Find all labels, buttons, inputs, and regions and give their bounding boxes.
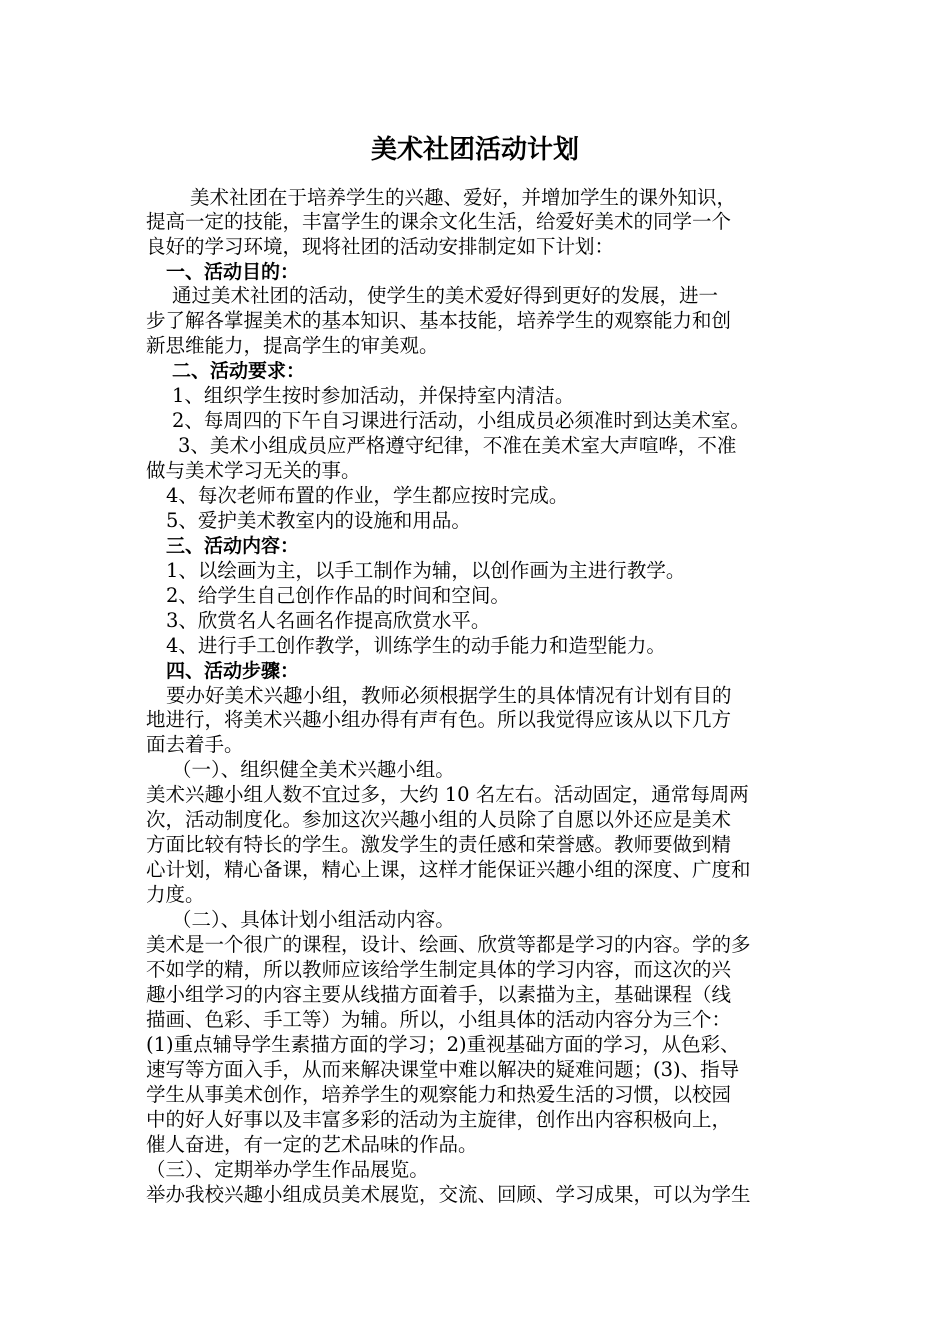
paragraph-line: 1、组织学生按时参加活动，并保持室内清洁。 bbox=[172, 384, 575, 407]
paragraph-line: 美术是一个很广的课程，设计、绘画、欣赏等都是学习的内容。学的多 bbox=[146, 933, 751, 956]
paragraph-line: 面去着手。 bbox=[146, 733, 244, 756]
document-title: 美术社团活动计划 bbox=[370, 135, 579, 165]
paragraph-line: 通过美术社团的活动，使学生的美术爱好得到更好的发展，进一 bbox=[172, 284, 719, 307]
paragraph-line: （一）、组织健全美术兴趣小组。 bbox=[172, 758, 455, 781]
paragraph-line: 美术社团在于培养学生的兴趣、爱好，并增加学生的课外知识， bbox=[190, 186, 737, 209]
paragraph-line: 速写等方面入手，从而来解决课堂中难以解决的疑难问题；(3)、指导 bbox=[146, 1058, 740, 1081]
paragraph-line: 2、每周四的下午自习课进行活动，小组成员必须准时到达美术室。 bbox=[172, 409, 750, 432]
paragraph-line: 新思维能力，提高学生的审美观。 bbox=[146, 334, 439, 357]
paragraph-line: 举办我校兴趣小组成员美术展览，交流、回顾、学习成果，可以为学生 bbox=[146, 1183, 751, 1206]
paragraph-line: 方面比较有特长的学生。激发学生的责任感和荣誉感。教师要做到精 bbox=[146, 833, 732, 856]
paragraph-line: 力度。 bbox=[146, 883, 205, 906]
paragraph-line: 3、美术小组成员应严格遵守纪律，不准在美术室大声喧哗，不准 bbox=[178, 434, 737, 457]
paragraph-line: 次，活动制度化。参加这次兴趣小组的人员除了自愿以外还应是美术 bbox=[146, 808, 732, 831]
paragraph-line: 2、给学生自己创作作品的时间和空间。 bbox=[166, 584, 510, 607]
paragraph-line: 良好的学习环境，现将社团的活动安排制定如下计划： bbox=[146, 235, 615, 258]
paragraph-line: 1、以绘画为主，以手工制作为辅，以创作画为主进行教学。 bbox=[166, 559, 686, 582]
paragraph-line: 中的好人好事以及丰富多彩的活动为主旋律，创作出内容积极向上， bbox=[146, 1108, 732, 1131]
paragraph-line: 要办好美术兴趣小组，教师必须根据学生的具体情况有计划有目的 bbox=[166, 684, 732, 707]
paragraph-line: （二）、具体计划小组活动内容。 bbox=[172, 908, 455, 931]
paragraph-line: 5、爱护美术教室内的设施和用品。 bbox=[166, 509, 471, 532]
paragraph-line: 心计划，精心备课，精心上课，这样才能保证兴趣小组的深度、广度和 bbox=[146, 858, 751, 881]
section-heading: 三、活动内容： bbox=[166, 535, 300, 557]
paragraph-line: 步了解各掌握美术的基本知识、基本技能，培养学生的观察能力和创 bbox=[146, 309, 732, 332]
paragraph-line: 催人奋进，有一定的艺术品味的作品。 bbox=[146, 1133, 478, 1156]
paragraph-line: 3、欣赏名人名画名作提高欣赏水平。 bbox=[166, 609, 491, 632]
paragraph-line: 学生从事美术创作，培养学生的观察能力和热爱生活的习惯，以校园 bbox=[146, 1083, 732, 1106]
paragraph-line: 提高一定的技能，丰富学生的课余文化生活，给爱好美术的同学一个 bbox=[146, 210, 732, 233]
paragraph-line: 描画、色彩、手工等）为辅。所以，小组具体的活动内容分为三个： bbox=[146, 1008, 732, 1031]
paragraph-line: 地进行，将美术兴趣小组办得有声有色。所以我觉得应该从以下几方 bbox=[146, 708, 732, 731]
paragraph-line: 做与美术学习无关的事。 bbox=[146, 459, 361, 482]
section-heading: 四、活动步骤： bbox=[166, 660, 300, 682]
paragraph-line: (1)重点辅导学生素描方面的学习；2)重视基础方面的学习，从色彩、 bbox=[146, 1033, 740, 1056]
section-heading: 一、活动目的： bbox=[166, 261, 300, 283]
paragraph-line: 美术兴趣小组人数不宜过多，大约 10 名左右。活动固定，通常每周两 bbox=[146, 783, 749, 806]
paragraph-line: 不如学的精，所以教师应该给学生制定具体的学习内容，而这次的兴 bbox=[146, 958, 732, 981]
paragraph-line: 4、每次老师布置的作业，学生都应按时完成。 bbox=[166, 484, 569, 507]
section-heading: 二、活动要求： bbox=[172, 360, 306, 382]
paragraph-line: 趣小组学习的内容主要从线描方面着手，以素描为主，基础课程（线 bbox=[146, 983, 732, 1006]
paragraph-line: 4、进行手工创作教学，训练学生的动手能力和造型能力。 bbox=[166, 634, 666, 657]
paragraph-line: （三）、定期举办学生作品展览。 bbox=[146, 1158, 429, 1181]
